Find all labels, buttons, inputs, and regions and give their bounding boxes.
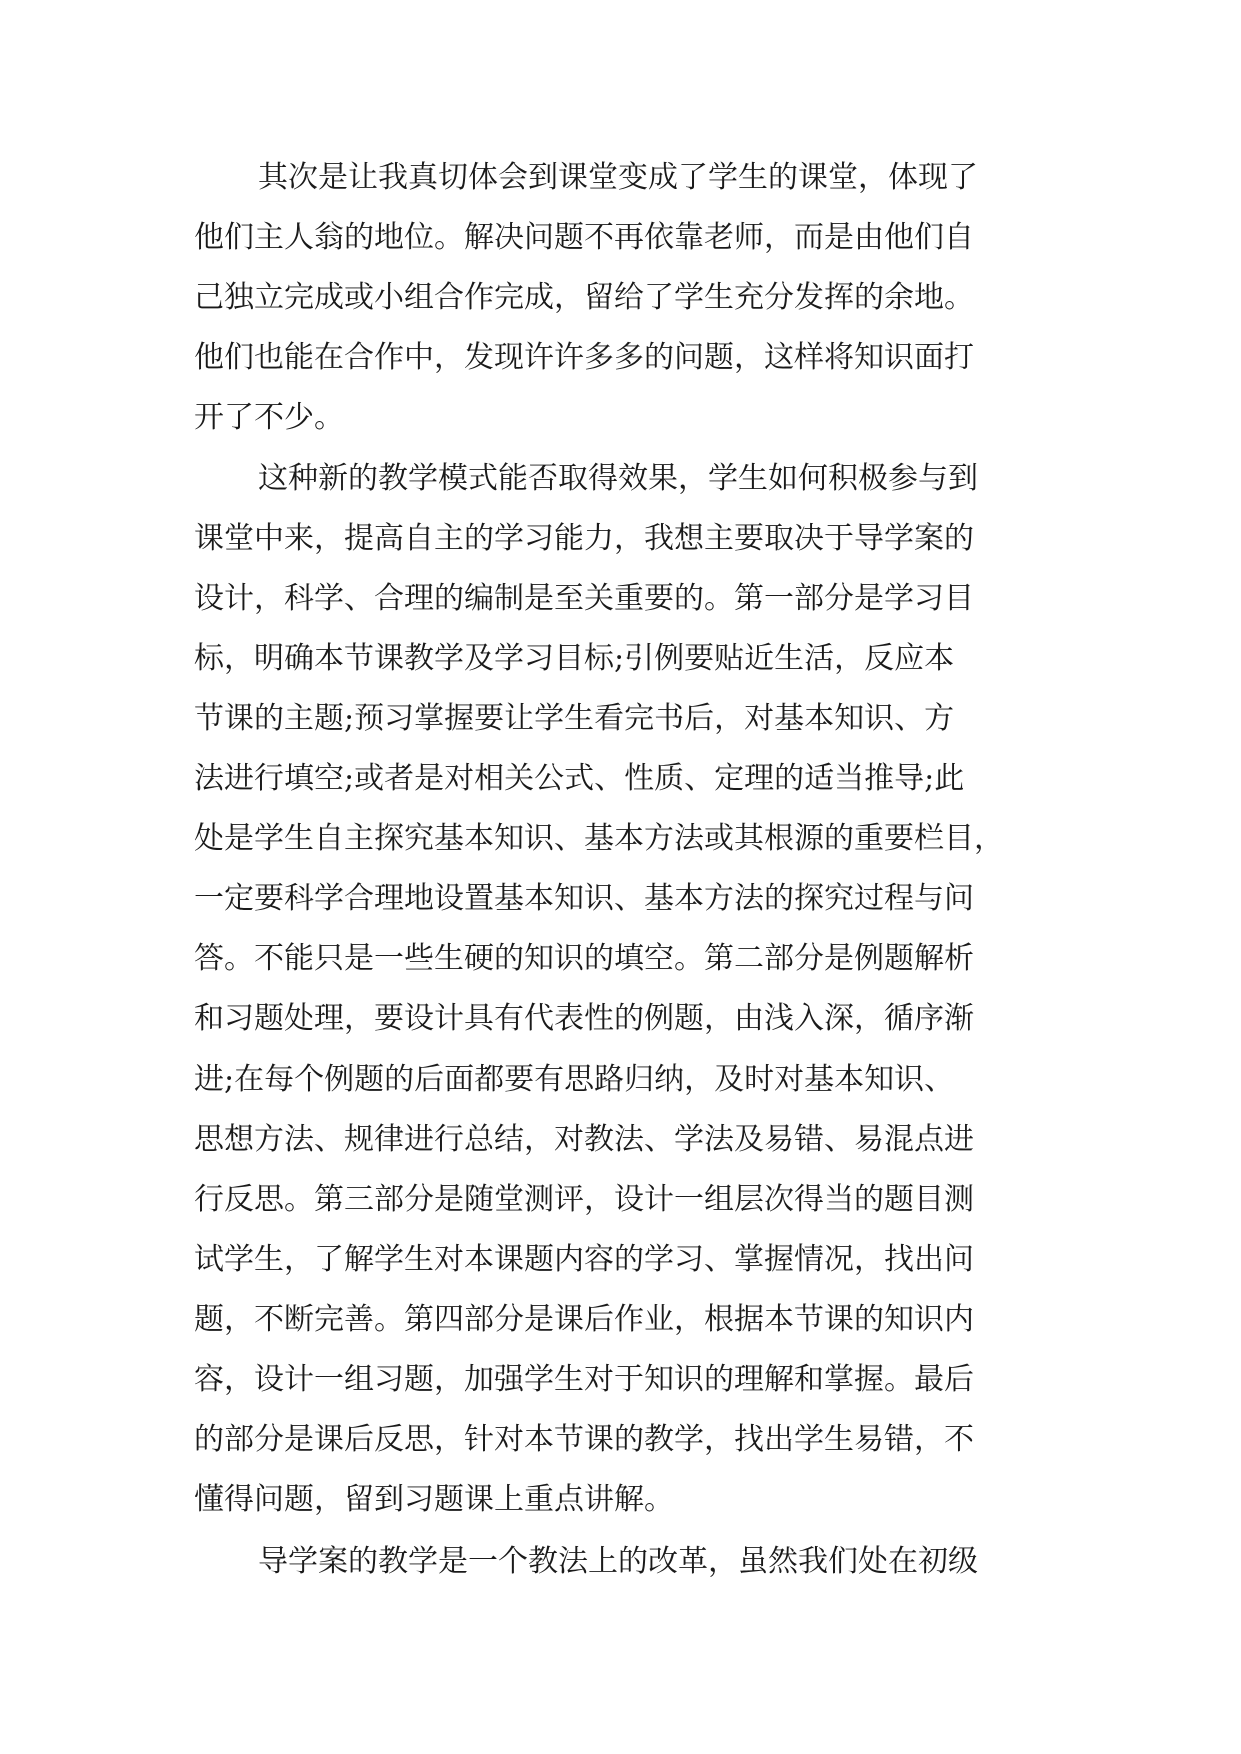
line-text: 和习题处理，要设计具有代表性的例题，由浅入深，循序渐 (194, 1001, 974, 1036)
text-line (0, 333, 1241, 383)
line-text: 己独立完成或小组合作完成，留给了学生充分发挥的余地。 (194, 280, 974, 315)
text-line (0, 1355, 1241, 1405)
line-text: 题，不断完善。第四部分是课后作业，根据本节课的知识内 (194, 1302, 974, 1337)
text-line (0, 1415, 1241, 1465)
text-line (0, 1295, 1241, 1345)
line-text: 这种新的教学模式能否取得效果，学生如何积极参与到 (258, 461, 978, 496)
text-line (0, 213, 1241, 263)
line-text: 他们也能在合作中，发现许许多多的问题，这样将知识面打 (194, 340, 974, 375)
line-text: 开了不少。 (194, 400, 344, 435)
line-text: 标，明确本节课教学及学习目标;引例要贴近生活，反应本 (194, 641, 955, 676)
line-text: 课堂中来，提高自主的学习能力，我想主要取决于导学案的 (194, 521, 974, 556)
line-text: 的部分是课后反思，针对本节课的教学，找出学生易错，不 (194, 1422, 974, 1457)
line-text: 容，设计一组习题，加强学生对于知识的理解和掌握。最后 (194, 1362, 974, 1397)
text-line (0, 1235, 1241, 1285)
text-line (0, 814, 1241, 864)
text-line (0, 694, 1241, 744)
line-text: 处是学生自主探究基本知识、基本方法或其根源的重要栏目， (194, 821, 1004, 856)
text-line (0, 934, 1241, 984)
line-text: 导学案的教学是一个教法上的改革，虽然我们处在初级 (258, 1544, 978, 1579)
text-line (0, 1537, 1241, 1587)
text-line (0, 273, 1241, 323)
line-text: 试学生，了解学生对本课题内容的学习、掌握情况，找出问 (194, 1242, 974, 1277)
text-line (0, 514, 1241, 564)
line-text: 其次是让我真切体会到课堂变成了学生的课堂，体现了 (258, 160, 978, 195)
text-line (0, 393, 1241, 443)
line-text: 懂得问题，留到习题课上重点讲解。 (194, 1482, 674, 1517)
text-line (0, 153, 1241, 203)
text-line (0, 454, 1241, 504)
text-line (0, 1115, 1241, 1165)
line-text: 一定要科学合理地设置基本知识、基本方法的探究过程与问 (194, 881, 974, 916)
line-text: 进;在每个例题的后面都要有思路归纳，及时对基本知识、 (194, 1062, 955, 1097)
line-text: 答。不能只是一些生硬的知识的填空。第二部分是例题解析 (194, 941, 974, 976)
line-text: 思想方法、规律进行总结，对教法、学法及易错、易混点进 (194, 1122, 974, 1157)
text-line (0, 874, 1241, 924)
text-line (0, 634, 1241, 684)
text-line (0, 574, 1241, 624)
text-line (0, 754, 1241, 804)
line-text: 行反思。第三部分是随堂测评，设计一组层次得当的题目测 (194, 1182, 974, 1217)
text-line (0, 1175, 1241, 1225)
text-line (0, 994, 1241, 1044)
line-text: 他们主人翁的地位。解决问题不再依靠老师，而是由他们自 (194, 220, 974, 255)
line-text: 设计，科学、合理的编制是至关重要的。第一部分是学习目 (194, 581, 974, 616)
text-line (0, 1475, 1241, 1525)
text-line (0, 1055, 1241, 1105)
line-text: 节课的主题;预习掌握要让学生看完书后，对基本知识、方 (194, 701, 955, 736)
line-text: 法进行填空;或者是对相关公式、性质、定理的适当推导;此 (194, 761, 965, 796)
